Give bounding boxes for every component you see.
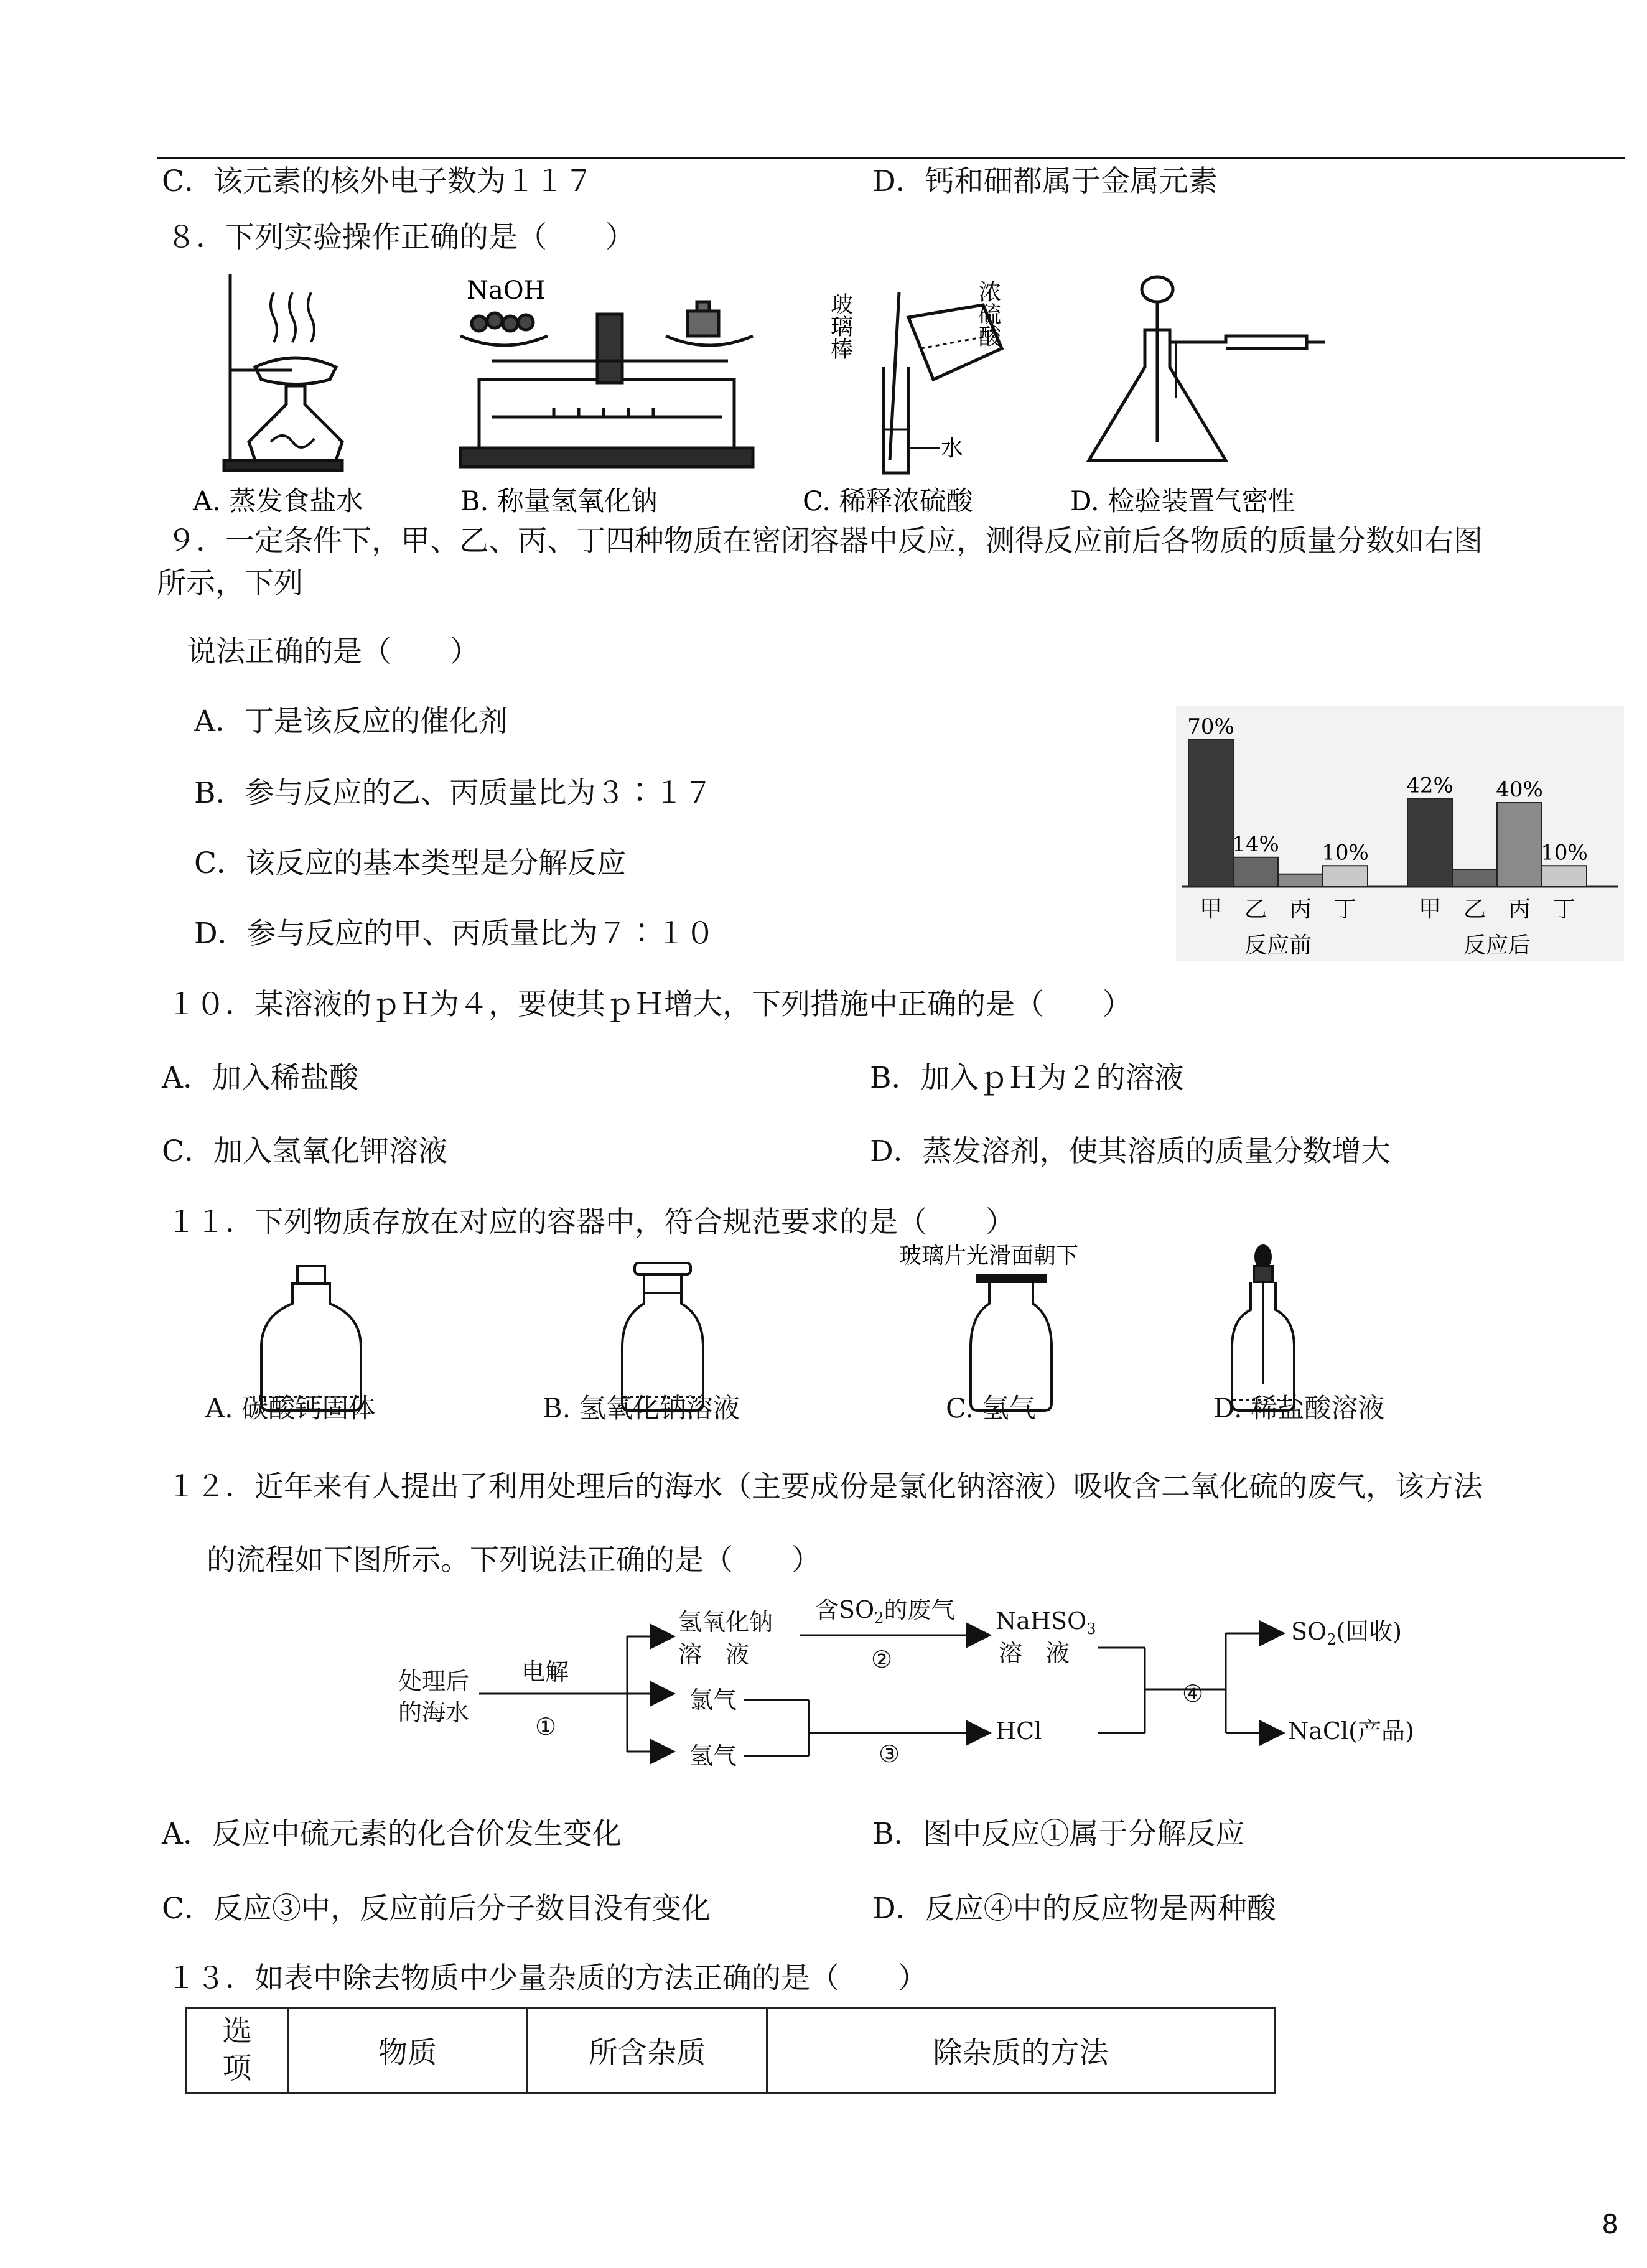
q12-stem-line2: 的流程如下图所示。下列说法正确的是（ ） [207,1543,821,1577]
chart-category-label: 丁 [1333,897,1357,922]
chart-bar [1497,803,1542,887]
chart-category-label: 甲 [1199,897,1223,922]
q10-option-c: C．加入氢氧化钾溶液 [162,1134,447,1169]
gas-collecting-bottle-icon [971,1276,1052,1411]
flow-step3: ③ [879,1740,900,1768]
table-header-option: 选 项 [187,2008,288,2093]
chart-data-label: 10% [1322,840,1369,866]
q9-option: D．参与反应的甲、丙质量比为７∶１０ [194,917,715,951]
table-header-method: 除杂质的方法 [767,2008,1275,2093]
q8-c-water-label: 水 [941,436,964,461]
chart-group-label: 反应后 [1463,933,1531,958]
flow-naoh-line1: 氢氧化钠 [678,1608,773,1636]
q7-option-d: D．钙和鿬都属于金属元素 [872,164,1218,198]
wide-mouth-bottle-icon [261,1266,361,1411]
q8-c-acid-label: 浓硫酸 [975,280,1001,347]
chart-bar [1452,870,1497,887]
chart-bar [1278,874,1323,887]
q8-figure [168,261,1363,523]
evaporation-apparatus-image [224,274,342,470]
q12-option-a: A．反应中硫元素的化合价发生变化 [162,1817,622,1851]
flow-so2-waste-sub: 2 [874,1609,884,1626]
q10-stem: １０．某溶液的ｐＨ为４，要使其ｐＨ增大，下列措施中正确的是（ ） [167,987,1132,1022]
flow-so2-sub: 2 [1327,1631,1337,1648]
q12-option-c: C．反应③中，反应前后分子数目没有变化 [162,1892,711,1926]
flow-so2-post: (回收) [1336,1618,1402,1645]
q9-option: B．参与反应的乙、丙质量比为３∶１７ [194,776,713,810]
q8-c-rod-label: 玻璃棒 [827,292,853,360]
table-header-substance: 物质 [288,2008,528,2093]
q8-b-caption: B. 称量氢氧化钠 [460,486,658,517]
q11-glass-plate-label: 玻璃片光滑面朝下 [899,1243,1079,1269]
q12-option-d: D．反应④中的反应物是两种酸 [872,1892,1276,1926]
header-rule [157,157,1625,159]
flow-hydrogen: 氢气 [689,1742,737,1770]
svg-text:SO2(回收) [1291,1618,1402,1648]
chart-category-label: 丙 [1508,897,1531,922]
chart-category-label: 丁 [1552,897,1576,922]
flow-step4: ④ [1182,1680,1204,1707]
q8-b-naoh-label: NaOH [467,276,546,305]
flow-start-line2: 的海水 [398,1699,470,1726]
q11-stem: １１．下列物质存放在对应的容器中，符合规范要求的是（ ） [167,1205,1015,1239]
flask-syringe-image [1089,277,1325,460]
flow-naoh-line2: 溶 液 [678,1641,750,1668]
chart-data-label: 10% [1541,840,1588,866]
q8-stem: ８．下列实验操作正确的是（ ） [167,220,635,254]
flow-hcl: HCl [996,1717,1042,1745]
q13-table [185,2007,1276,2094]
q8-a-caption: A. 蒸发食盐水 [193,486,363,517]
q12-flow-diagram [386,1599,1444,1786]
q9-option: A．丁是该反应的催化剂 [194,704,508,739]
q8-c-caption: C. 稀释浓硫酸 [803,486,973,517]
q10-option-b: B．加入ｐＨ为２的溶液 [870,1061,1184,1095]
flow-nahso3-main: NaHSO [996,1607,1087,1635]
chart-group-label: 反应前 [1244,933,1312,958]
chart-category-label: 丙 [1289,897,1312,922]
flow-chlorine: 氯气 [689,1686,737,1714]
flow-so2-waste-post: 的废气 [884,1599,955,1623]
chart-data-label: 14% [1232,831,1279,857]
page-number: 8 [1602,2209,1618,2239]
chart-bar [1323,866,1368,887]
flow-so2-pre: SO [1291,1618,1327,1645]
flow-nacl: NaCl(产品) [1288,1717,1414,1745]
q9-bar-chart [1176,706,1624,961]
chart-bar [1407,798,1452,887]
flow-electrolysis: 电解 [521,1658,569,1686]
flow-nahso3-line2: 溶 液 [999,1640,1070,1667]
q9-stem-line1: ９．一定条件下，甲、乙、丙、丁四种物质在密闭容器中反应，测得反应前后各物质的质量分数如右图 [167,524,1483,558]
dropper-bottle-icon [1232,1246,1294,1411]
q9-stem-line2: 所示，下列 [157,566,303,600]
flow-so2-waste-pre: 含SO [815,1599,875,1623]
q7-option-c: C．该元素的核外电子数为１１７ [162,164,594,198]
q8-d-caption: D. 检验装置气密性 [1070,486,1295,517]
chart-category-label: 乙 [1244,897,1267,922]
chart-bar [1542,866,1587,887]
chart-data-label: 40% [1496,777,1543,802]
balance-image [460,302,753,467]
q9-stem-line3: 说法正确的是（ ） [187,635,479,669]
q13-stem: １３．如表中除去物质中少量杂质的方法正确的是（ ） [167,1961,927,1995]
svg-text:含SO2的废气 [815,1599,954,1626]
chart-category-label: 乙 [1463,897,1486,922]
q11-caption-c: C. 氢气 [946,1393,1036,1424]
q12-option-b: B．图中反应①属于分解反应 [872,1817,1245,1851]
q10-option-d: D．蒸发溶剂，使其溶质的质量分数增大 [870,1134,1391,1169]
flow-start-line1: 处理后 [398,1668,470,1695]
q11-caption-a: A. 碳酸钙固体 [205,1393,376,1424]
chart-data-label: 70% [1187,714,1234,739]
svg-text:NaHSO3 [996,1607,1096,1638]
q10-option-a: A．加入稀盐酸 [162,1061,358,1095]
chart-category-label: 甲 [1418,897,1442,922]
table-header-row [187,2008,1275,2093]
table-header-impurity: 所含杂质 [528,2008,767,2093]
q12-stem-line1: １２．近年来有人提出了利用处理后的海水（主要成份是氯化钠溶液）吸收含二氧化硫的废气，该方法 [167,1470,1483,1504]
glass-stopper-bottle-icon [622,1263,703,1411]
q11-caption-d: D. 稀盐酸溶液 [1213,1393,1385,1424]
flow-step1: ① [535,1713,557,1740]
chart-bar [1233,857,1278,887]
flow-nahso3-sub: 3 [1086,1620,1096,1638]
chart-data-label: 42% [1406,773,1453,798]
q11-caption-b: B. 氢氧化钠溶液 [543,1393,740,1424]
flow-step2: ② [871,1646,893,1673]
q9-option: C．该反应的基本类型是分解反应 [194,846,626,880]
chart-bar [1188,740,1233,887]
